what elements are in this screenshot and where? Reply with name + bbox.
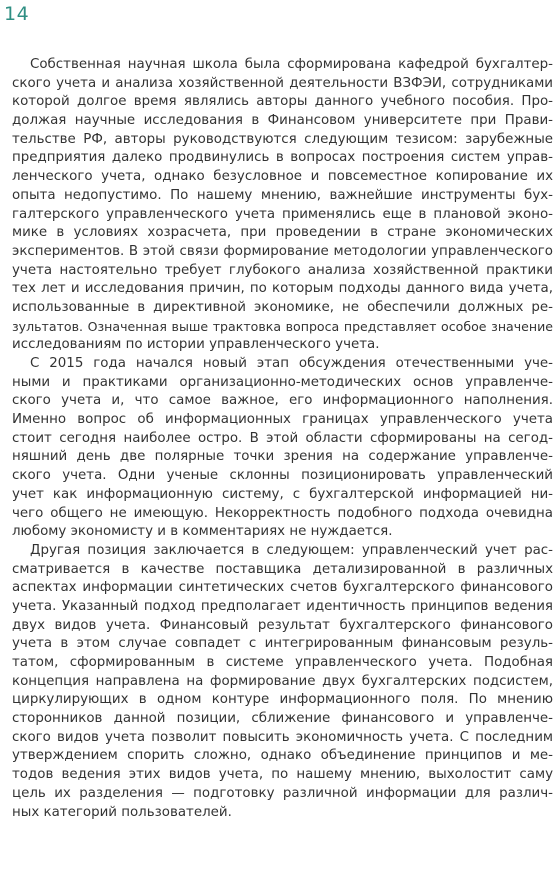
- text-line: чего общего не имеющую. Некорректность подобного подхода очевидна: [12, 505, 553, 521]
- text-line: ского учета и, что самое важное, его информационного наполнения.: [12, 393, 553, 409]
- text-line: сматривается в качестве поставщика детализированной в различных: [12, 561, 553, 577]
- paragraph: [12, 355, 553, 542]
- text-line: любому экономисту и в комментариях не нуждается.: [12, 524, 393, 540]
- text-line: использованные в директивной экономике, не обеспечили должных ре-: [12, 299, 553, 315]
- page-number: 14: [4, 3, 30, 25]
- text-line: учет как информационную систему, с бухгалтерской информацией ни-: [12, 486, 553, 502]
- text-line: ных категорий пользователей.: [12, 804, 232, 820]
- text-line: няшний день две полярные точки зрения на содержание управленче-: [12, 449, 553, 465]
- text-line: ского учета. Одни ученые склонны позиционировать управленческий: [12, 468, 553, 484]
- text-line: тех лет и исследования причин, по которым подходы данного вида учета,: [12, 281, 553, 297]
- text-line: циркулирующих в одном контуре информационного поля. По мнению: [12, 692, 553, 708]
- text-line: ленческого учета, однако безусловное и повсеместное копирование их: [12, 169, 553, 185]
- text-line: С 2015 года начался новый этап обсуждения отечественными уче-: [30, 356, 553, 371]
- paragraph: [12, 56, 553, 355]
- text-line: ского учета и анализа хозяйственной деятельности ВЗФЭИ, сотрудниками: [12, 75, 553, 91]
- text-line: тодов ведения этих видов учета, по нашему мнению, выхолостит саму: [12, 767, 553, 783]
- text-line: цель их разделения — подготовку различной информации для различ-: [12, 785, 553, 801]
- text-line: сторонников данной позиции, сближение финансового и управленче-: [12, 711, 553, 727]
- text-line: стоит сегодня наиболее остро. В этой области сформированы на сегод-: [12, 430, 553, 446]
- text-line: Собственная научная школа была сформирована кафедрой бухгалтер-: [30, 57, 553, 72]
- text-line: концепция направлена на формирование двух бухгалтерских подсистем,: [12, 673, 553, 689]
- text-line: галтерского управленческого учета применялись еще в плановой эконо-: [12, 206, 553, 222]
- text-line: тельстве РФ, авторы руководствуются следующим тезисом: зарубежные: [12, 131, 553, 147]
- text-line: исследованиям по истории управленческого учета.: [12, 337, 380, 353]
- text-line: зультатов. Означенная выше трактовка вопроса представляет особое значение: [12, 318, 553, 334]
- text-line: аспектах информации синтетических счетов бухгалтерского финансового: [12, 580, 553, 596]
- text-line: мике в условиях хозрасчета, при проведении в стране экономических: [12, 225, 553, 241]
- text-line: которой долгое время являлись авторы данного учебного пособия. Про-: [12, 94, 553, 110]
- text-line: учета в этом случае совпадет с интегрированным финансовым резуль-: [12, 636, 553, 652]
- text-line: утверждением спорить сложно, однако объединение принципов и ме-: [12, 748, 553, 764]
- text-line: Другая позиция заключается в следующем: управленческий учет рас-: [30, 542, 553, 558]
- text-line: предприятия далеко продвинулись в вопросах построения систем управ-: [12, 150, 553, 166]
- text-line: ными и практиками организационно-методических основ управленче-: [12, 374, 553, 390]
- text-line: учета настоятельно требует глубокого анализа хозяйственной практики: [12, 262, 553, 278]
- text-line: учета. Указанный подход предполагает идентичность принципов ведения: [12, 598, 553, 614]
- text-line: Именно вопрос об информационных границах управленческого учета: [12, 412, 553, 428]
- paragraph: [12, 542, 553, 822]
- text-line: опыта недопустимо. По нашему мнению, важнейшие инструменты бух-: [12, 187, 553, 203]
- text-line: экспериментов. В этой связи формирование методологии управленческого: [12, 243, 553, 259]
- body-text: [12, 56, 553, 822]
- text-line: должая научные исследования в Финансовом университете при Прави-: [12, 113, 553, 129]
- text-line: двух видов учета. Финансовый результат бухгалтерского финансового: [12, 617, 553, 633]
- text-line: ского видов учета позволит повысить экономичность учета. С последним: [12, 729, 553, 745]
- text-line: татом, сформированным в системе управленческого учета. Подобная: [12, 655, 553, 670]
